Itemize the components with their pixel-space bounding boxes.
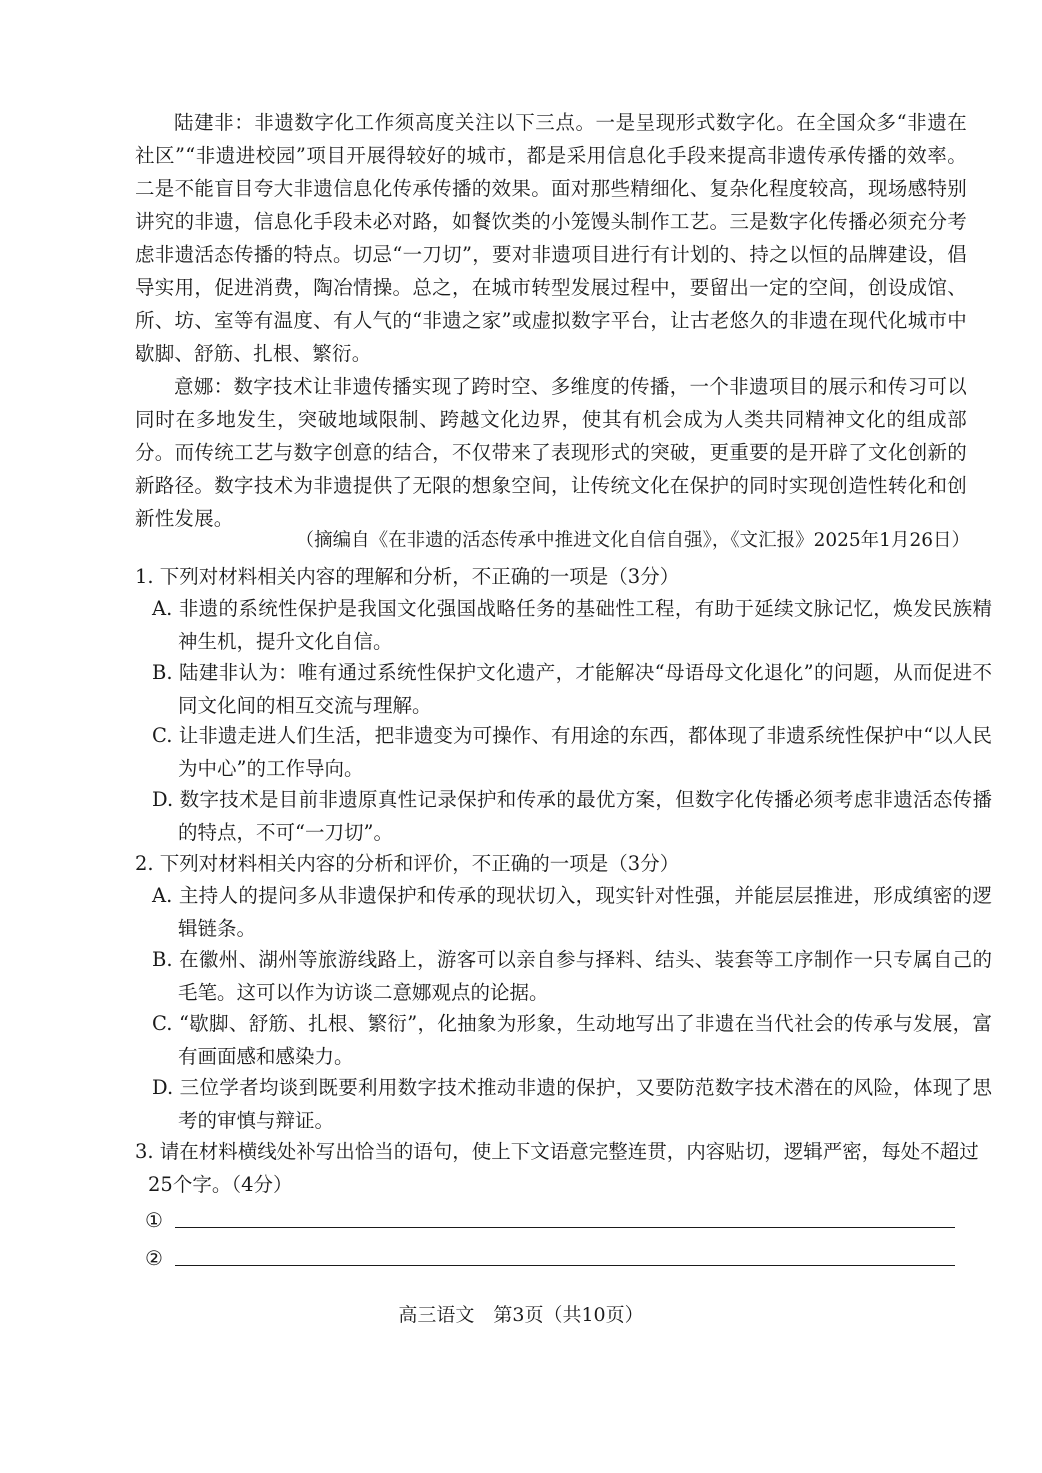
question-3-stem: 3. 请在材料横线处补写出恰当的语句，使上下文语意完整连贯，内容贴切，逻辑严密，每处不超过25个字。（4分） <box>135 1140 979 1196</box>
answer-blank-2[interactable] <box>145 1244 163 1272</box>
answer-line <box>175 1227 955 1228</box>
question-2-option-c: C. “歇脚、舒筋、扎根、繁衍”，化抽象为形象，生动地写出了非遗在当代社会的传承与发展，富有画面感和感染力。 <box>152 1012 992 1068</box>
blank-marker: ① <box>145 1208 163 1232</box>
answer-blank-1[interactable] <box>145 1206 163 1234</box>
passage-paragraph-lu-jianfei: 陆建非：非遗数字化工作须高度关注以下三点。一是呈现形式数字化。在全国众多“非遗在社区”“非遗进校园”项目开展得较好的城市，都是采用信息化手段来提高非遗传承传播的效率。二是不能盲目夸大非遗信息化传承传播的效果。面对那些精细化、复杂化程度较高，现场感特别讲究的非遗，信息化手段未必对路，如餐饮类的小笼馒头制作工艺。三是数字化传播必须充分考虑非遗活态传播的特点。切忌“一刀切”，要对非遗项目进行有计划的、持之以恒的品牌建设，倡导实用，促进消费，陶冶情操。总之，在城市转型发展过程中，要留出一定的空间，创设成馆、所、坊、室等有温度、有人气的“非遗之家”或虚拟数字平台，让古老悠久的非遗在现代化城市中歇脚、舒筋、扎根、繁衍。 <box>135 111 967 365</box>
answer-line <box>175 1265 955 1266</box>
passage-source: （摘编自《在非遗的活态传承中推进文化自信自强》，《文汇报》2025年1月26日） <box>295 530 970 551</box>
question-2-option-a: A. 主持人的提问多从非遗保护和传承的现状切入，现实针对性强，并能层层推进，形成缜密的逻辑链条。 <box>152 884 992 940</box>
blank-marker: ② <box>145 1246 163 1270</box>
question-1-option-c: C. 让非遗走进人们生活，把非遗变为可操作、有用途的东西，都体现了非遗系统性保护中“以人民为中心”的工作导向。 <box>152 724 992 780</box>
question-1-option-b: B. 陆建非认为：唯有通过系统性保护文化遗产，才能解决“母语母文化退化”的问题，从而促进不同文化间的相互交流与理解。 <box>152 661 992 717</box>
page-footer: 高三语文 第3页（共10页） <box>398 1304 644 1326</box>
question-1-option-a: A. 非遗的系统性保护是我国文化强国战略任务的基础性工程，有助于延续文脉记忆，焕发民族精神生机，提升文化自信。 <box>152 597 992 653</box>
question-2-option-b: B. 在徽州、湖州等旅游线路上，游客可以亲自参与择料、结头、装套等工序制作一只专属自己的毛笔。这可以作为访谈二意娜观点的论据。 <box>152 948 992 1004</box>
question-2-stem: 2. 下列对材料相关内容的分析和评价，不正确的一项是（3分） <box>135 852 680 875</box>
question-2-option-d: D. 三位学者均谈到既要利用数字技术推动非遗的保护，又要防范数字技术潜在的风险，体现了思考的审慎与辩证。 <box>152 1076 992 1132</box>
passage-paragraph-yi-na: 意娜：数字技术让非遗传播实现了跨时空、多维度的传播，一个非遗项目的展示和传习可以同时在多地发生，突破地域限制、跨越文化边界，使其有机会成为人类共同精神文化的组成部分。而传统工艺与数字创意的结合，不仅带来了表现形式的突破，更重要的是开辟了文化创新的新路径。数字技术为非遗提供了无限的想象空间，让传统文化在保护的同时实现创造性转化和创新性发展。 <box>135 375 967 530</box>
question-1-stem: 1. 下列对材料相关内容的理解和分析，不正确的一项是（3分） <box>135 565 680 588</box>
question-1-option-d: D. 数字技术是目前非遗原真性记录保护和传承的最优方案，但数字化传播必须考虑非遗活态传播的特点，不可“一刀切”。 <box>152 788 992 844</box>
